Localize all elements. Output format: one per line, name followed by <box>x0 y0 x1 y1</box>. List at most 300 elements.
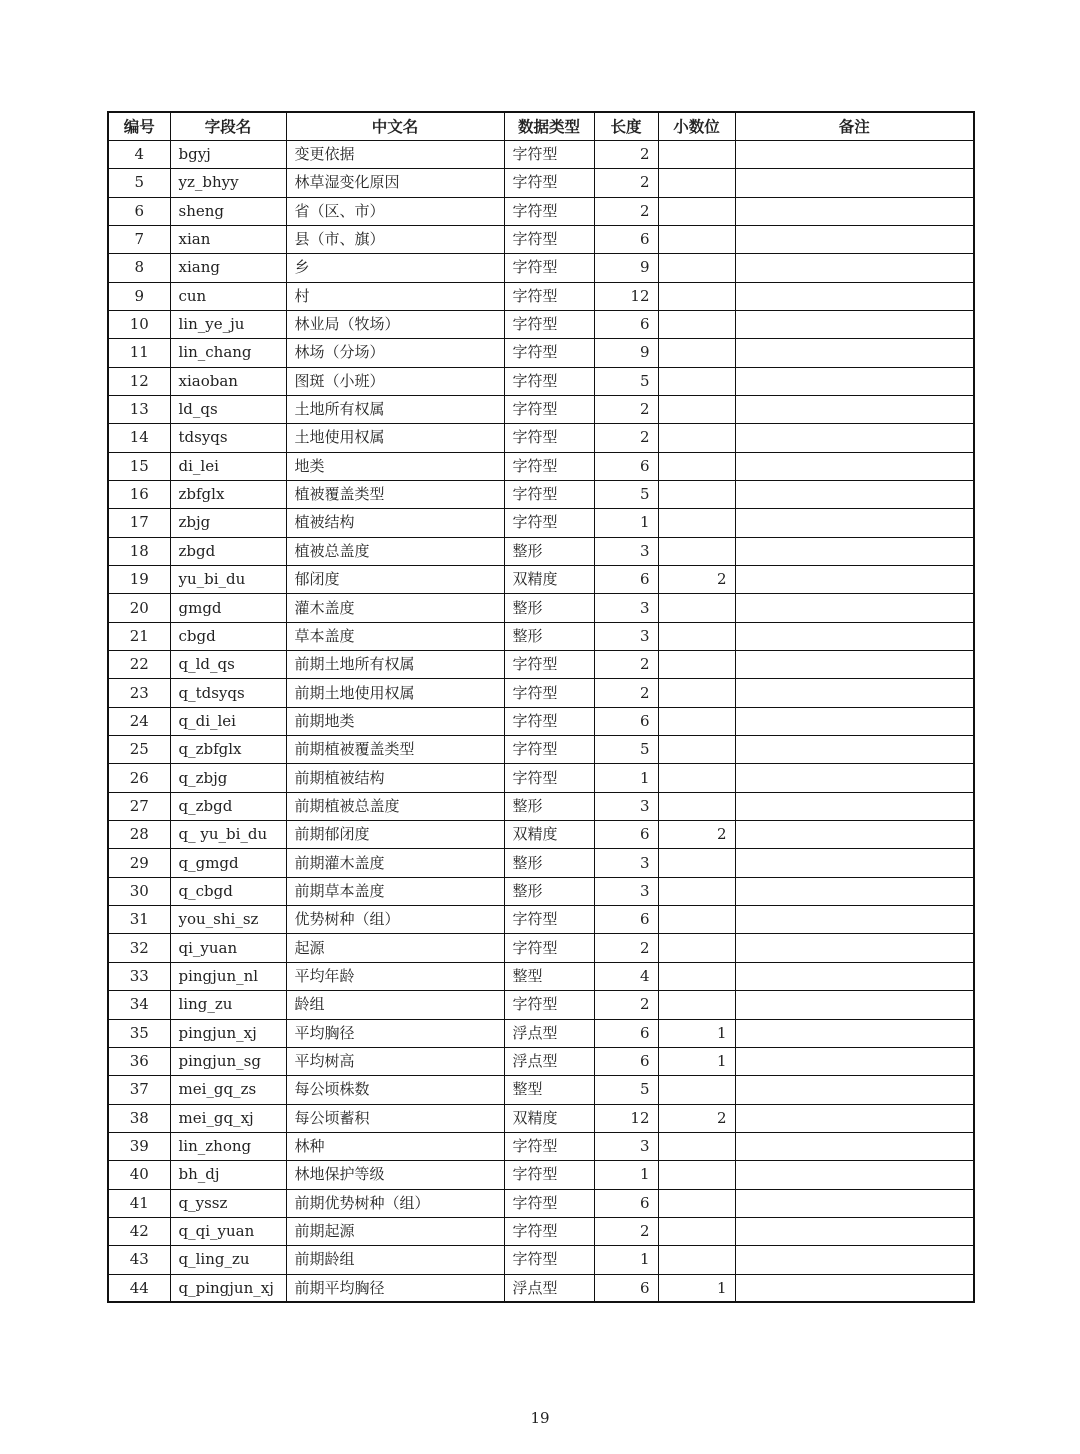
cell-note <box>735 1274 974 1302</box>
cell-data-type: 字符型 <box>504 367 594 395</box>
cell-note <box>735 339 974 367</box>
table-row <box>108 849 974 877</box>
cell-no: 4 <box>108 140 170 168</box>
cell-field-name: cbgd <box>170 622 286 650</box>
table-row <box>108 395 974 423</box>
cell-decimals <box>658 537 735 565</box>
cell-field-name: pingjun_nl <box>170 962 286 990</box>
cell-length: 2 <box>594 424 658 452</box>
cell-decimals <box>658 651 735 679</box>
cell-length: 2 <box>594 169 658 197</box>
cell-no: 31 <box>108 906 170 934</box>
cell-no: 23 <box>108 679 170 707</box>
cell-no: 15 <box>108 452 170 480</box>
cell-field-name: q_yssz <box>170 1189 286 1217</box>
cell-data-type: 字符型 <box>504 1189 594 1217</box>
table-row <box>108 1132 974 1160</box>
cell-field-name: xiaoban <box>170 367 286 395</box>
table-row <box>108 792 974 820</box>
cell-chinese-name: 林草湿变化原因 <box>286 169 504 197</box>
cell-no: 13 <box>108 395 170 423</box>
table-row <box>108 140 974 168</box>
table-row <box>108 1217 974 1245</box>
table-row <box>108 651 974 679</box>
cell-field-name: sheng <box>170 197 286 225</box>
cell-note <box>735 962 974 990</box>
cell-length: 1 <box>594 764 658 792</box>
cell-length: 6 <box>594 906 658 934</box>
cell-note <box>735 821 974 849</box>
cell-length: 1 <box>594 509 658 537</box>
cell-note <box>735 509 974 537</box>
cell-decimals <box>658 509 735 537</box>
cell-chinese-name: 林地保护等级 <box>286 1161 504 1189</box>
header-no: 编号 <box>108 112 170 140</box>
cell-length: 6 <box>594 821 658 849</box>
cell-length: 3 <box>594 537 658 565</box>
cell-length: 5 <box>594 1076 658 1104</box>
cell-note <box>735 395 974 423</box>
cell-length: 2 <box>594 651 658 679</box>
cell-decimals <box>658 594 735 622</box>
table-row <box>108 764 974 792</box>
cell-no: 41 <box>108 1189 170 1217</box>
cell-chinese-name: 前期起源 <box>286 1217 504 1245</box>
cell-length: 1 <box>594 1161 658 1189</box>
cell-no: 26 <box>108 764 170 792</box>
cell-chinese-name: 前期土地所有权属 <box>286 651 504 679</box>
cell-no: 6 <box>108 197 170 225</box>
cell-note <box>735 197 974 225</box>
cell-chinese-name: 前期优势树种（组） <box>286 1189 504 1217</box>
table-row <box>108 679 974 707</box>
cell-chinese-name: 前期土地使用权属 <box>286 679 504 707</box>
table-row <box>108 310 974 338</box>
cell-note <box>735 877 974 905</box>
cell-field-name: q_tdsyqs <box>170 679 286 707</box>
cell-data-type: 字符型 <box>504 707 594 735</box>
cell-no: 39 <box>108 1132 170 1160</box>
cell-field-name: you_shi_sz <box>170 906 286 934</box>
cell-decimals <box>658 934 735 962</box>
cell-field-name: bgyj <box>170 140 286 168</box>
cell-note <box>735 1076 974 1104</box>
cell-no: 33 <box>108 962 170 990</box>
cell-decimals <box>658 1189 735 1217</box>
cell-note <box>735 480 974 508</box>
cell-decimals <box>658 282 735 310</box>
cell-decimals <box>658 452 735 480</box>
cell-chinese-name: 土地使用权属 <box>286 424 504 452</box>
table-row <box>108 991 974 1019</box>
cell-length: 6 <box>594 707 658 735</box>
cell-field-name: q_di_lei <box>170 707 286 735</box>
cell-length: 5 <box>594 736 658 764</box>
cell-data-type: 整型 <box>504 1076 594 1104</box>
cell-chinese-name: 平均年龄 <box>286 962 504 990</box>
cell-data-type: 整形 <box>504 792 594 820</box>
cell-data-type: 字符型 <box>504 197 594 225</box>
cell-note <box>735 169 974 197</box>
cell-field-name: q_cbgd <box>170 877 286 905</box>
cell-field-name: ling_zu <box>170 991 286 1019</box>
header-chinese-name: 中文名 <box>286 112 504 140</box>
cell-field-name: pingjun_xj <box>170 1019 286 1047</box>
cell-length: 6 <box>594 310 658 338</box>
cell-decimals <box>658 877 735 905</box>
cell-note <box>735 849 974 877</box>
cell-length: 6 <box>594 452 658 480</box>
cell-data-type: 字符型 <box>504 651 594 679</box>
table-row <box>108 566 974 594</box>
cell-no: 30 <box>108 877 170 905</box>
cell-data-type: 字符型 <box>504 934 594 962</box>
cell-data-type: 字符型 <box>504 991 594 1019</box>
table-row <box>108 367 974 395</box>
cell-data-type: 浮点型 <box>504 1047 594 1075</box>
table-row <box>108 537 974 565</box>
cell-chinese-name: 平均树高 <box>286 1047 504 1075</box>
cell-data-type: 字符型 <box>504 395 594 423</box>
header-note: 备注 <box>735 112 974 140</box>
table-row <box>108 480 974 508</box>
cell-decimals <box>658 310 735 338</box>
cell-data-type: 字符型 <box>504 282 594 310</box>
cell-note <box>735 1217 974 1245</box>
cell-field-name: cun <box>170 282 286 310</box>
cell-chinese-name: 前期平均胸径 <box>286 1274 504 1302</box>
cell-data-type: 整形 <box>504 849 594 877</box>
cell-field-name: zbgd <box>170 537 286 565</box>
cell-note <box>735 537 974 565</box>
cell-no: 22 <box>108 651 170 679</box>
cell-length: 2 <box>594 991 658 1019</box>
cell-decimals <box>658 622 735 650</box>
cell-data-type: 整形 <box>504 622 594 650</box>
cell-chinese-name: 平均胸径 <box>286 1019 504 1047</box>
cell-no: 24 <box>108 707 170 735</box>
cell-field-name: yu_bi_du <box>170 566 286 594</box>
cell-decimals <box>658 792 735 820</box>
table-row <box>108 225 974 253</box>
cell-chinese-name: 草本盖度 <box>286 622 504 650</box>
cell-length: 2 <box>594 679 658 707</box>
cell-decimals <box>658 764 735 792</box>
cell-field-name: mei_gq_xj <box>170 1104 286 1132</box>
cell-data-type: 整形 <box>504 877 594 905</box>
table-row <box>108 424 974 452</box>
cell-field-name: tdsyqs <box>170 424 286 452</box>
field-definition-table <box>107 111 975 1303</box>
cell-note <box>735 679 974 707</box>
cell-data-type: 字符型 <box>504 679 594 707</box>
cell-note <box>735 1019 974 1047</box>
cell-decimals <box>658 140 735 168</box>
cell-no: 25 <box>108 736 170 764</box>
cell-field-name: bh_dj <box>170 1161 286 1189</box>
table-header-row <box>108 112 974 140</box>
cell-data-type: 字符型 <box>504 509 594 537</box>
table-row <box>108 821 974 849</box>
header-decimals: 小数位 <box>658 112 735 140</box>
cell-note <box>735 1104 974 1132</box>
cell-data-type: 双精度 <box>504 566 594 594</box>
table-row <box>108 1189 974 1217</box>
cell-chinese-name: 每公顷株数 <box>286 1076 504 1104</box>
table-row <box>108 622 974 650</box>
cell-field-name: q_ld_qs <box>170 651 286 679</box>
cell-length: 12 <box>594 282 658 310</box>
cell-chinese-name: 乡 <box>286 254 504 282</box>
cell-no: 29 <box>108 849 170 877</box>
cell-note <box>735 1161 974 1189</box>
cell-length: 5 <box>594 480 658 508</box>
cell-length: 3 <box>594 877 658 905</box>
cell-decimals: 2 <box>658 821 735 849</box>
cell-chinese-name: 林场（分场） <box>286 339 504 367</box>
cell-length: 2 <box>594 197 658 225</box>
page-number: 19 <box>530 1409 550 1427</box>
cell-no: 20 <box>108 594 170 622</box>
cell-no: 42 <box>108 1217 170 1245</box>
cell-length: 6 <box>594 1274 658 1302</box>
cell-chinese-name: 龄组 <box>286 991 504 1019</box>
cell-chinese-name: 前期植被覆盖类型 <box>286 736 504 764</box>
cell-note <box>735 1132 974 1160</box>
cell-decimals <box>658 1217 735 1245</box>
cell-data-type: 字符型 <box>504 424 594 452</box>
cell-no: 8 <box>108 254 170 282</box>
cell-chinese-name: 植被结构 <box>286 509 504 537</box>
cell-decimals <box>658 707 735 735</box>
cell-field-name: q_zbfglx <box>170 736 286 764</box>
table-row <box>108 934 974 962</box>
cell-decimals <box>658 849 735 877</box>
cell-chinese-name: 村 <box>286 282 504 310</box>
cell-no: 28 <box>108 821 170 849</box>
table-row <box>108 1274 974 1302</box>
cell-field-name: lin_ye_ju <box>170 310 286 338</box>
cell-no: 14 <box>108 424 170 452</box>
cell-decimals <box>658 1246 735 1274</box>
cell-length: 6 <box>594 566 658 594</box>
cell-no: 40 <box>108 1161 170 1189</box>
cell-data-type: 字符型 <box>504 254 594 282</box>
cell-note <box>735 934 974 962</box>
cell-note <box>735 140 974 168</box>
cell-no: 19 <box>108 566 170 594</box>
cell-chinese-name: 变更依据 <box>286 140 504 168</box>
cell-no: 36 <box>108 1047 170 1075</box>
cell-length: 3 <box>594 792 658 820</box>
cell-field-name: q_qi_yuan <box>170 1217 286 1245</box>
cell-note <box>735 764 974 792</box>
cell-length: 12 <box>594 1104 658 1132</box>
cell-length: 6 <box>594 1019 658 1047</box>
cell-field-name: q_ yu_bi_du <box>170 821 286 849</box>
cell-length: 2 <box>594 395 658 423</box>
cell-field-name: zbfglx <box>170 480 286 508</box>
cell-note <box>735 1189 974 1217</box>
cell-no: 7 <box>108 225 170 253</box>
cell-note <box>735 566 974 594</box>
cell-chinese-name: 起源 <box>286 934 504 962</box>
cell-chinese-name: 图斑（小班） <box>286 367 504 395</box>
cell-decimals <box>658 169 735 197</box>
cell-field-name: qi_yuan <box>170 934 286 962</box>
cell-field-name: q_pingjun_xj <box>170 1274 286 1302</box>
cell-data-type: 字符型 <box>504 1217 594 1245</box>
table-row <box>108 877 974 905</box>
cell-decimals <box>658 395 735 423</box>
cell-no: 10 <box>108 310 170 338</box>
cell-field-name: lin_zhong <box>170 1132 286 1160</box>
cell-note <box>735 225 974 253</box>
cell-decimals <box>658 736 735 764</box>
table-row <box>108 169 974 197</box>
cell-no: 27 <box>108 792 170 820</box>
cell-chinese-name: 土地所有权属 <box>286 395 504 423</box>
cell-field-name: mei_gq_zs <box>170 1076 286 1104</box>
cell-chinese-name: 林业局（牧场） <box>286 310 504 338</box>
cell-length: 3 <box>594 849 658 877</box>
cell-decimals <box>658 1076 735 1104</box>
cell-length: 2 <box>594 1217 658 1245</box>
cell-chinese-name: 前期灌木盖度 <box>286 849 504 877</box>
cell-no: 12 <box>108 367 170 395</box>
cell-field-name: yz_bhyy <box>170 169 286 197</box>
table-row <box>108 1076 974 1104</box>
cell-decimals <box>658 225 735 253</box>
cell-note <box>735 622 974 650</box>
cell-length: 1 <box>594 1246 658 1274</box>
table-row <box>108 282 974 310</box>
cell-note <box>735 736 974 764</box>
cell-data-type: 整型 <box>504 962 594 990</box>
cell-field-name: q_gmgd <box>170 849 286 877</box>
cell-note <box>735 1246 974 1274</box>
cell-chinese-name: 县（市、旗） <box>286 225 504 253</box>
cell-no: 9 <box>108 282 170 310</box>
cell-field-name: q_zbgd <box>170 792 286 820</box>
cell-chinese-name: 植被覆盖类型 <box>286 480 504 508</box>
cell-note <box>735 424 974 452</box>
cell-data-type: 字符型 <box>504 764 594 792</box>
cell-note <box>735 651 974 679</box>
cell-decimals <box>658 424 735 452</box>
cell-decimals <box>658 906 735 934</box>
cell-data-type: 整形 <box>504 594 594 622</box>
header-field-name: 字段名 <box>170 112 286 140</box>
cell-length: 9 <box>594 339 658 367</box>
cell-chinese-name: 前期草本盖度 <box>286 877 504 905</box>
cell-decimals <box>658 480 735 508</box>
cell-data-type: 字符型 <box>504 310 594 338</box>
cell-length: 6 <box>594 225 658 253</box>
cell-length: 6 <box>594 1189 658 1217</box>
cell-data-type: 浮点型 <box>504 1274 594 1302</box>
cell-length: 9 <box>594 254 658 282</box>
cell-field-name: zbjg <box>170 509 286 537</box>
cell-length: 6 <box>594 1047 658 1075</box>
cell-chinese-name: 前期植被结构 <box>286 764 504 792</box>
cell-no: 16 <box>108 480 170 508</box>
cell-length: 2 <box>594 140 658 168</box>
cell-data-type: 字符型 <box>504 339 594 367</box>
cell-field-name: ld_qs <box>170 395 286 423</box>
cell-chinese-name: 省（区、市） <box>286 197 504 225</box>
cell-decimals: 2 <box>658 1104 735 1132</box>
cell-data-type: 双精度 <box>504 1104 594 1132</box>
cell-chinese-name: 前期郁闭度 <box>286 821 504 849</box>
cell-length: 5 <box>594 367 658 395</box>
cell-decimals: 1 <box>658 1047 735 1075</box>
cell-no: 43 <box>108 1246 170 1274</box>
cell-chinese-name: 林种 <box>286 1132 504 1160</box>
cell-note <box>735 282 974 310</box>
cell-no: 11 <box>108 339 170 367</box>
cell-length: 3 <box>594 622 658 650</box>
cell-data-type: 字符型 <box>504 480 594 508</box>
cell-decimals: 2 <box>658 566 735 594</box>
cell-data-type: 字符型 <box>504 169 594 197</box>
table-row <box>108 1019 974 1047</box>
cell-data-type: 字符型 <box>504 1246 594 1274</box>
cell-field-name: di_lei <box>170 452 286 480</box>
cell-chinese-name: 植被总盖度 <box>286 537 504 565</box>
cell-note <box>735 991 974 1019</box>
cell-length: 4 <box>594 962 658 990</box>
table-row <box>108 736 974 764</box>
table-row <box>108 1161 974 1189</box>
header-length: 长度 <box>594 112 658 140</box>
cell-no: 44 <box>108 1274 170 1302</box>
cell-chinese-name: 前期植被总盖度 <box>286 792 504 820</box>
cell-data-type: 双精度 <box>504 821 594 849</box>
cell-chinese-name: 前期龄组 <box>286 1246 504 1274</box>
cell-decimals <box>658 679 735 707</box>
table-row <box>108 1246 974 1274</box>
cell-field-name: q_zbjg <box>170 764 286 792</box>
cell-no: 18 <box>108 537 170 565</box>
cell-data-type: 字符型 <box>504 736 594 764</box>
cell-no: 38 <box>108 1104 170 1132</box>
cell-decimals <box>658 197 735 225</box>
cell-note <box>735 792 974 820</box>
cell-field-name: q_ling_zu <box>170 1246 286 1274</box>
table-row <box>108 906 974 934</box>
cell-chinese-name: 优势树种（组） <box>286 906 504 934</box>
cell-chinese-name: 灌木盖度 <box>286 594 504 622</box>
table-row <box>108 254 974 282</box>
cell-data-type: 字符型 <box>504 1132 594 1160</box>
cell-decimals: 1 <box>658 1274 735 1302</box>
cell-decimals <box>658 991 735 1019</box>
cell-decimals <box>658 339 735 367</box>
cell-note <box>735 367 974 395</box>
cell-no: 21 <box>108 622 170 650</box>
cell-no: 37 <box>108 1076 170 1104</box>
cell-field-name: xiang <box>170 254 286 282</box>
cell-note <box>735 906 974 934</box>
cell-decimals <box>658 962 735 990</box>
cell-note <box>735 254 974 282</box>
table-row <box>108 197 974 225</box>
cell-field-name: gmgd <box>170 594 286 622</box>
cell-note <box>735 1047 974 1075</box>
cell-length: 3 <box>594 1132 658 1160</box>
cell-decimals: 1 <box>658 1019 735 1047</box>
